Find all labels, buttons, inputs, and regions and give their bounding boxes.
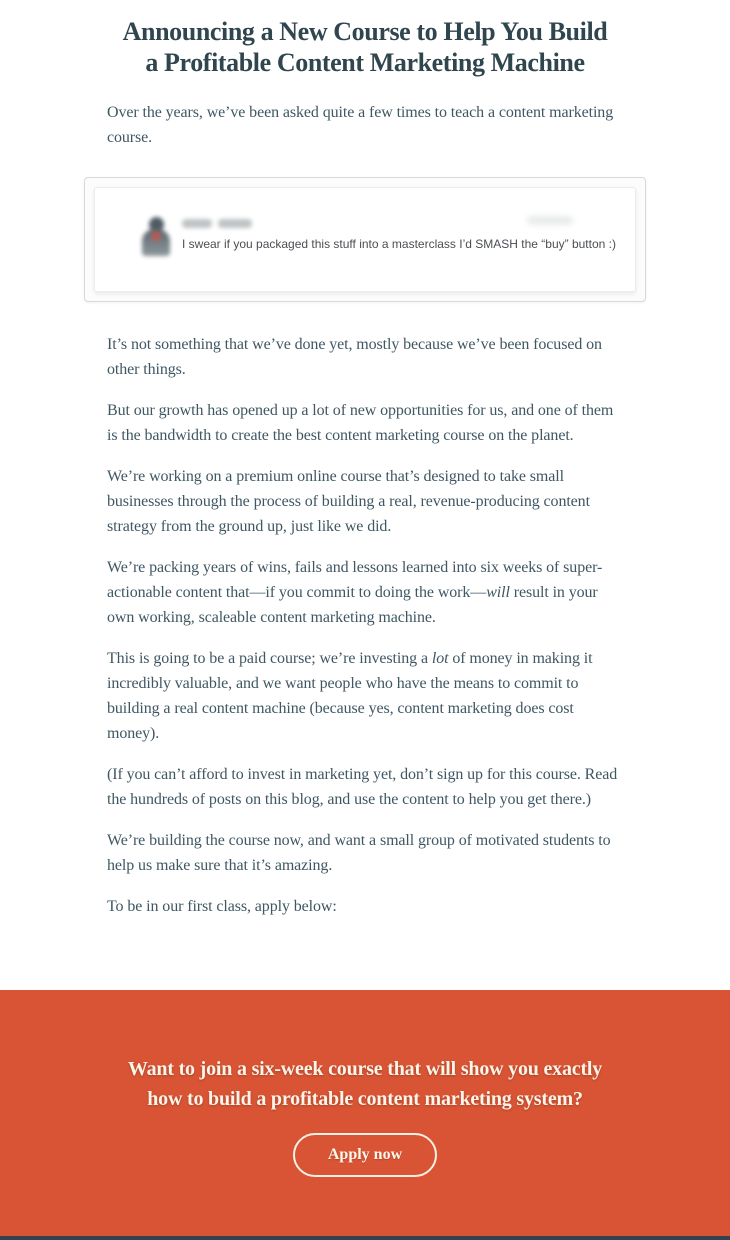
paragraph — [107, 555, 623, 630]
blurred-avatar-image — [140, 216, 172, 257]
paragraph — [107, 646, 623, 746]
blurred-name-word-2 — [218, 219, 252, 228]
cta-heading-line-2: how to build a profitable content marketing system? — [147, 1088, 583, 1110]
italic-word-will: will — [486, 584, 510, 601]
avatar-red-blur-spot — [151, 231, 161, 241]
testimonial-screenshot-image — [84, 177, 646, 302]
blurred-name-word-1 — [182, 219, 212, 228]
blurred-smudge — [527, 216, 573, 225]
paragraph-text: We’re packing years of wins, fails and lessons learned into six weeks of super-actionable content that—if you commit to doing the work— — [107, 559, 603, 601]
paragraph: (If you can’t afford to invest in marketing yet, don’t sign up for this course. Read the hundreds of posts on this blog, and use the content to help you get there.) — [107, 766, 618, 808]
paragraph: We’re working on a premium online course that’s designed to take small businesses through the process of building a real, revenue-producing content strategy from the ground up, just like we did. — [107, 468, 590, 535]
apply-now-button[interactable]: Apply now — [293, 1133, 437, 1177]
page-title-line-2: a Profitable Content Marketing Machine — [145, 48, 585, 77]
paragraph-text: This is going to be a paid course; we’re investing a — [107, 650, 432, 667]
page-title-line-1: Announcing a New Course to Help You Build — [122, 17, 608, 46]
cta-section — [0, 990, 730, 1236]
testimonial-comment-text: I swear if you packaged this stuff into a masterclass I’d SMASH the “buy” button :) — [182, 237, 616, 251]
cta-heading-line-1: Want to join a six-week course that will show you exactly — [127, 1058, 603, 1080]
cta-heading — [0, 990, 730, 1114]
paragraph-intro: Over the years, we’ve been asked quite a few times to teach a content marketing course. — [107, 104, 614, 146]
paragraph: We’re building the course now, and want a small group of motivated students to help us make sure that it’s amazing. — [107, 832, 611, 874]
testimonial-comment-card — [94, 187, 636, 292]
paragraph: But our growth has opened up a lot of new opportunities for us, and one of them is the bandwidth to create the best content marketing course on the planet. — [107, 402, 614, 444]
italic-word-lot: lot — [431, 650, 449, 667]
page-title — [107, 16, 623, 78]
paragraph: It’s not something that we’ve done yet, mostly because we’ve been focused on other things. — [107, 336, 602, 378]
bottom-dark-strip — [0, 1236, 730, 1240]
blurred-author-name — [182, 219, 252, 228]
paragraph-text: result in your own working, scaleable content marketing machine. — [107, 584, 598, 626]
paragraph-apply-below: To be in our first class, apply below: — [107, 898, 337, 915]
paragraph-text: of money in making it incredibly valuable, and we want people who have the means to commit to building a real content machine (because yes, content marketing does cost money). — [107, 650, 593, 742]
